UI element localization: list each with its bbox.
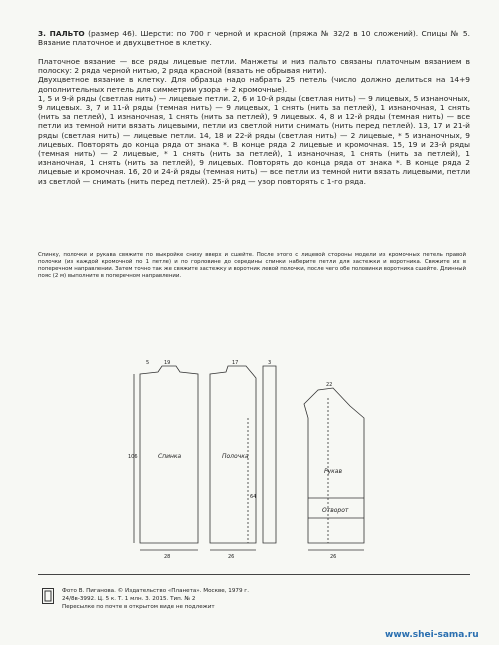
title-number: 3. ПАЛЬТО — [38, 29, 85, 38]
dim-label: 17 — [232, 360, 239, 366]
cuff-label: Отворот — [322, 507, 349, 514]
dim-label: 3 — [268, 360, 272, 366]
paragraph: Двухцветное вязание в клетку. Для образца надо набрать 25 петель (число должно делиться на 14+9 дополнительных петель для симметрии узора + 2 кромочные). — [38, 75, 470, 94]
pattern-title — [38, 29, 470, 47]
sleeve-label: Рукав — [324, 468, 343, 475]
watermark-link[interactable]: www.shei-sama.ru — [385, 630, 479, 640]
collar-outline — [263, 366, 276, 543]
paragraph: 1, 5 и 9-й ряды (светлая нить) — лицевые петли. 2, 6 и 10-й ряды (светлая нить) — 9 лицевых, 5 изнаночных, 9 лицевых. 3, 7 и 11-й ряды (темная нить) — 9 лицевых, 1 снять (нить за петлей), 1 изнаночная, 1 снять (нить за петлей), 1 изнаночная, 1 снять (нить за петлей), 9 лицевых. 4, 8 и 12-й ряды (темная нить) — все петли из темной нити вязать лицевыми, петли из светлой нити снимать (нить перед петлей). 13, 17 и 21-й ряды (светлая нить) — лицевые петли. 14, 18 и 22-й ряды (светлая нить) — 2 лицевые, * 5 изнаночных, 9 лицевых. Повторять до конца ряда от знака *. В конце ряда 2 лицевые и кромочная. 15, 19 и 23-й ряды (темная нить) — 2 лицевые, * 1 снять (нить за петлей), 1 изнаночная, 1 снять (нить за петлей), 1 изнаночная, 1 снять (нить за петлей), 9 лицевых. Повторять до конца ряда от знака *. В конце ряда 2 лицевые и кромочная. 16, 20 и 24-й ряды (темная нить) — все петли из темной нити вязать лицевыми, петли из светлой — снимать (нить перед петлей). 25-й ряд — узор повторять с 1-го ряда. — [38, 93, 470, 186]
dim-label: 106 — [128, 454, 138, 460]
title-text: (размер 46). Шерсти: по 700 г черной и красной (пряжа № 32/2 в 10 сложений). Спицы № 5. Вязание платочное и двухцветное в клетку. — [38, 29, 470, 48]
instructions — [38, 57, 470, 186]
paragraph: Платочное вязание — все ряды лицевые петли. Манжеты и низ пальто связаны платочным вязанием в полоску: 2 ряда черной нитью, 2 ряда красной (вязать не обрывая нити). — [38, 57, 470, 76]
footer-mail-note: Пересылке по почте в открытом виде не подлежит — [62, 604, 215, 610]
dim-label: 19 — [164, 360, 171, 366]
dim-label: 28 — [164, 554, 171, 560]
sleeve-outline — [304, 388, 364, 543]
dim-label: 26 — [330, 554, 337, 560]
footer-print-info: 24/8в-3992. Ц. 5 к. Т. 1 млн. 3. 2015. Тип. № 2 — [62, 596, 196, 602]
publisher-logo-icon — [42, 588, 54, 604]
dim-label: 5 — [146, 360, 150, 366]
pattern-diagram — [128, 358, 378, 565]
dim-label: 64 — [250, 494, 257, 500]
dim-label: 22 — [326, 382, 333, 388]
footer-divider — [38, 574, 470, 575]
footer-credit: Фото В. Пиганова. © Издательство «Планета». Москве, 1979 г. — [62, 588, 250, 594]
assembly-notes: Спинку, полочки и рукава свяжите по выкройке снизу вверх и сшейте. После этого с лицевой стороны модели из кромочных петель правой полочки (из каждой кромочной по 1 петле) и по горловине до середины спинки наберите петли для застежки и воротника. Свяжите их в поперечном направлении. Затем точно так же свяжите застежку и воротник левой полочки, после чего обе половинки воротника сшейте. Длинный пояс (2 м) выполните в поперечном направлении. — [38, 252, 466, 279]
dim-label: 26 — [228, 554, 235, 560]
back-label: Спинка — [158, 453, 182, 460]
front-label: Полочка — [222, 453, 249, 460]
